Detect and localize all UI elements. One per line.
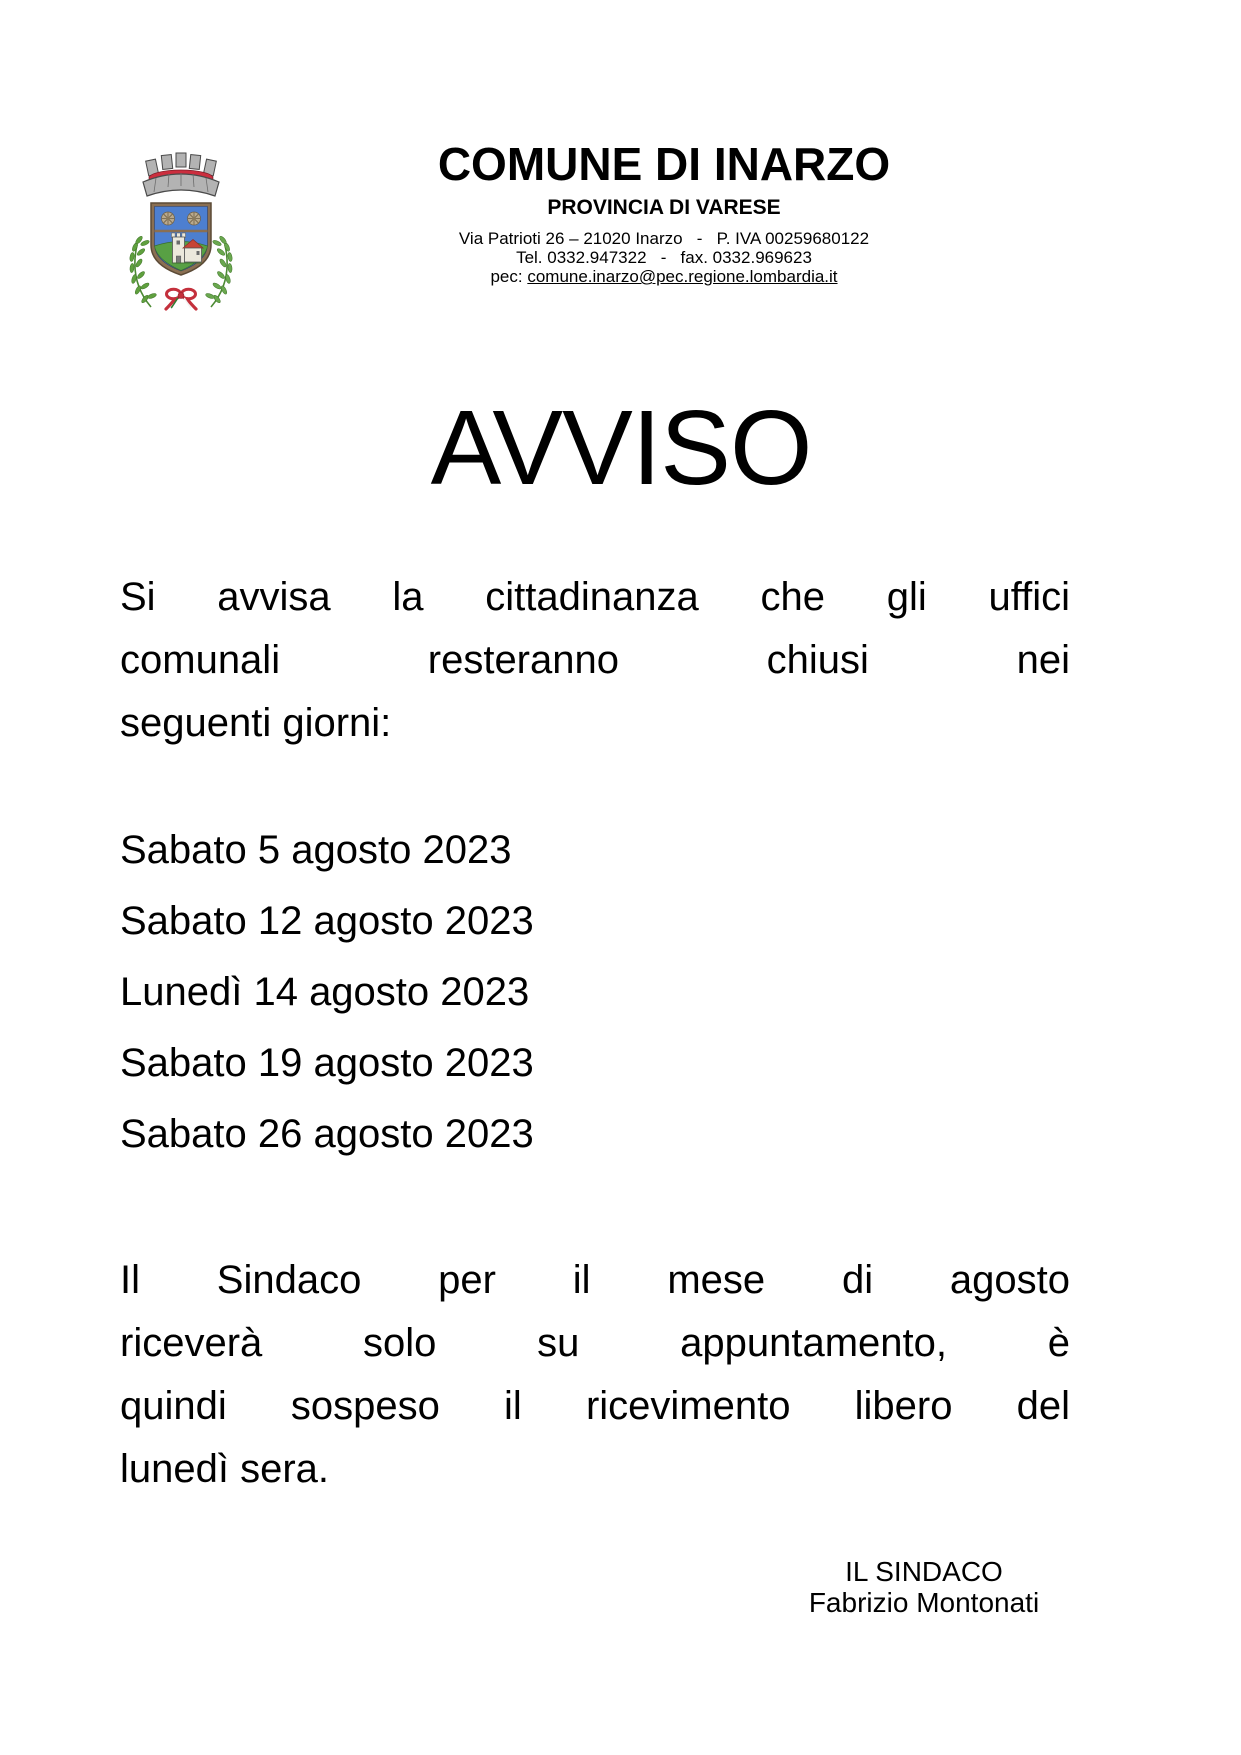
closure-dates-list bbox=[120, 815, 1070, 1170]
pec-line bbox=[314, 267, 1014, 286]
intro-paragraph bbox=[120, 566, 1070, 755]
mayor-line-2: riceverà solo su appuntamento, è bbox=[120, 1321, 1070, 1365]
pec-label: pec: bbox=[490, 267, 528, 286]
phone-fax-line: Tel. 0332.947322 - fax. 0332.969623 bbox=[516, 248, 812, 267]
signature-block bbox=[694, 1556, 1154, 1618]
letterhead bbox=[314, 138, 1014, 286]
closure-date-5: Sabato 26 agosto 2023 bbox=[120, 1112, 534, 1156]
address-line: Via Patrioti 26 – 21020 Inarzo - P. IVA 00259680122 bbox=[458, 229, 870, 248]
mayor-line-4: lunedì sera. bbox=[120, 1447, 330, 1491]
closure-date-1: Sabato 5 agosto 2023 bbox=[120, 828, 512, 872]
municipality-name: COMUNE DI INARZO bbox=[437, 138, 891, 190]
signature-name: Fabrizio Montonati bbox=[808, 1587, 1040, 1618]
closure-date-3: Lunedì 14 agosto 2023 bbox=[120, 970, 530, 1014]
pec-email-link[interactable]: comune.inarzo@pec.regione.lombardia.it bbox=[527, 267, 838, 286]
intro-line-1: Si avvisa la cittadinanza che gli uffici bbox=[120, 575, 1070, 619]
closure-date-2: Sabato 12 agosto 2023 bbox=[120, 899, 534, 943]
closure-date-4: Sabato 19 agosto 2023 bbox=[120, 1041, 534, 1085]
signature-role: IL SINDACO bbox=[845, 1556, 1003, 1587]
mayor-paragraph bbox=[120, 1249, 1070, 1501]
mayor-line-1: Il Sindaco per il mese di agosto bbox=[120, 1258, 1070, 1302]
intro-line-3: seguenti giorni: bbox=[120, 701, 392, 745]
mayor-line-3: quindi sospeso il ricevimento libero del bbox=[120, 1384, 1070, 1428]
intro-line-2: comunali resteranno chiusi nei bbox=[120, 638, 1070, 682]
notice-title: AVVISO bbox=[430, 389, 812, 507]
province-name: PROVINCIA DI VARESE bbox=[547, 196, 781, 219]
municipal-coat-of-arms-icon bbox=[111, 147, 251, 317]
